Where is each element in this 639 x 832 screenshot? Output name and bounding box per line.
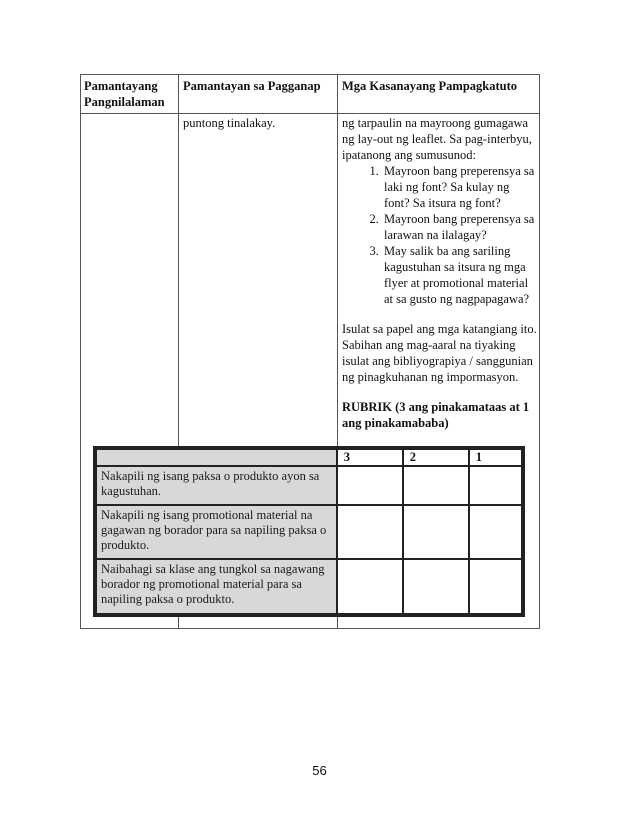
rubric-score-cell [403, 559, 469, 614]
kasanayan-intro: ng tarpaulin na mayroong gumagawa ng lay-out ng leaflet. Sa pag-interbyu, ipatanong ang sumusunod: [342, 116, 532, 162]
rubric-criterion: Naibahagi sa klase ang tungkol sa nagawang borador ng promotional material para sa napiling paksa o produkto. [96, 559, 337, 614]
kasanayan-cell [342, 115, 537, 431]
rubric-score-cell [337, 505, 403, 560]
rubrik-heading: RUBRIK (3 ang pinakamataas at 1 ang pinakamababa) [342, 400, 530, 430]
rubric-score-cell [403, 466, 469, 505]
column-divider [178, 74, 179, 446]
rubric-score-header: 1 [469, 449, 522, 466]
header-pamantayan-sa-pagganap: Pamantayan sa Pagganap [183, 79, 321, 93]
pagganap-cell-text: puntong tinalakay. [183, 116, 276, 130]
interview-question: 3. May salik ba ang sariling kagustuhan sa itsura ng mga flyer at promotional material at sa gusto ng nagpapagawa? [382, 243, 537, 307]
rubric-criterion: Nakapili ng isang promotional material na gagawan ng borador para sa napiling paksa o produkto. [96, 505, 337, 560]
rubric-score-cell [469, 559, 522, 614]
header-pamantayang-pangnilalaman: Pamantayang Pangnilalaman [84, 79, 165, 109]
rubric-criterion: Nakapili ng isang paksa o produkto ayon sa kagustuhan. [96, 466, 337, 505]
rubric-score-header: 2 [403, 449, 469, 466]
rubric-score-cell [403, 505, 469, 560]
rubric-score-cell [337, 559, 403, 614]
kasanayan-instructions: Isulat sa papel ang mga katangiang ito. Sabihan ang mag-aaral na tiyaking isulat ang bibliyograpiya / sanggunian ng pinagkuhanan ng impormasyon. [342, 322, 537, 384]
column-divider [337, 74, 338, 446]
rubric-row [96, 559, 522, 614]
interview-question: 2. Mayroon bang preperensya sa larawan na ilalagay? [382, 211, 537, 243]
rubric-score-header: 3 [337, 449, 403, 466]
interview-question: 1. Mayroon bang preperensya sa laki ng font? Sa kulay ng font? Sa itsura ng font? [382, 163, 537, 211]
rubric-score-cell [469, 505, 522, 560]
header-divider [80, 113, 540, 114]
page-number: 56 [312, 763, 327, 778]
rubric-table [93, 446, 525, 617]
column-divider [178, 617, 179, 629]
interview-questions-list [342, 163, 537, 307]
rubric-header-blank [96, 449, 337, 466]
rubric-header-row [96, 449, 522, 466]
header-mga-kasanayang-pampagkatuto: Mga Kasanayang Pampagkatuto [342, 79, 518, 93]
rubric-score-cell [469, 466, 522, 505]
column-divider [337, 617, 338, 629]
rubric-row [96, 505, 522, 560]
rubric-row [96, 466, 522, 505]
rubric-score-cell [337, 466, 403, 505]
